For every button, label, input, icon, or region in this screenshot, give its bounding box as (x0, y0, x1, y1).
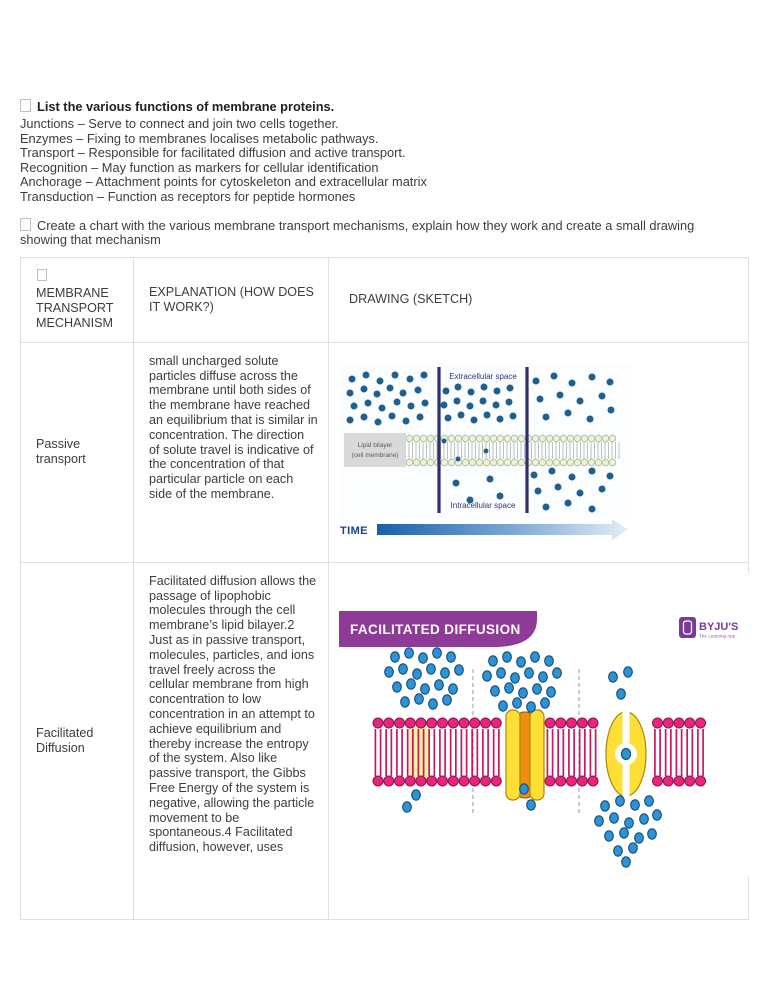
section1-heading (20, 99, 748, 114)
lipid-label-box (344, 433, 406, 467)
time-arrow-icon (377, 519, 628, 540)
extracellular-label: Extracellular space (449, 371, 517, 381)
facilitated-diffusion-diagram (335, 573, 749, 877)
header-drawing (329, 257, 749, 342)
header-explanation-label: EXPLANATION (HOW DOES IT WORK?) (149, 284, 314, 314)
transport-mechanisms-table (20, 257, 749, 920)
function-item: Junctions – Serve to connect and join two cells together. (20, 116, 339, 131)
explanation-cell: Facilitated diffusion allows the passage of lipophobic molecules through the cell membrane’s lipid bilayer.2 Just as in passive transport, molecules, particles, and ions travel freely across the cellular membrane from high concentration to low concentration in an attempt to achieve equilibrium and thereby increase the entropy of the system. Also like passive transport, the Gibbs Free Energy of the system is negative, allowing the particle movement to be spontaneous.4 Facilitated diffusion, however, uses (134, 562, 329, 919)
checkbox-icon (20, 99, 31, 112)
table-row-passive-transport (21, 342, 749, 562)
channel-pillar (530, 710, 544, 800)
checkbox-icon (20, 218, 31, 231)
intracellular-label: Intracellular space (450, 500, 516, 510)
carried-molecule (621, 748, 630, 759)
function-item: Enzymes – Fixing to membranes localises metabolic pathways. (20, 130, 379, 146)
drawing-cell-facilitated (329, 562, 749, 919)
function-item: Recognition – May function as markers for cellular identification (20, 159, 379, 175)
header-mechanism-label: MEMBRANE TRANSPORT MECHANISM (36, 286, 114, 330)
mechanism-cell: Facilitated Diffusion (21, 562, 134, 919)
brand-tagline: The Learning App (699, 633, 736, 639)
explanation-cell: small uncharged solute particles diffuse across the membrane until both sides of the membrane have reached an equilibrium that is similar in concentration. The direction of solute travel is indicative of the concentration of that particular particle on each side of the membrane. (134, 342, 329, 562)
table-header-row (21, 257, 749, 342)
header-drawing-label: DRAWING (SKETCH) (349, 292, 473, 307)
brand-name: BYJU'S (699, 620, 739, 633)
lipid-label-line2: (cell membrane) (351, 451, 399, 459)
passive-transport-diagram (340, 363, 632, 543)
table-row-facilitated-diffusion (21, 562, 749, 919)
header-mechanism (21, 257, 134, 342)
byjus-logo (679, 617, 738, 639)
header-explanation (134, 257, 329, 342)
function-item: Anchorage – Attachment points for cytoskeleton and extracellular matrix (20, 174, 427, 190)
byjus-logo-icon (679, 617, 696, 638)
section1-heading-label: List the various functions of membrane proteins. (37, 99, 335, 114)
time-label: TIME (340, 524, 368, 537)
section2-prompt-text: Create a chart with the various membrane transport mechanisms, explain how they work and create a small drawing showing that mechanism (20, 217, 695, 248)
drawing-cell-passive (329, 342, 749, 562)
figure-title: FACILITATED DIFFUSION (350, 621, 521, 637)
channel-pillar (506, 710, 520, 800)
mechanism-cell: Passive transport (21, 342, 134, 562)
function-item: Transduction – Function as receptors for peptide hormones (20, 188, 356, 204)
function-item: Transport – Responsible for facilitated diffusion and active transport. (20, 145, 406, 161)
lipid-label-line1: Lipid bilayer (357, 441, 393, 449)
section2-prompt (20, 218, 734, 248)
checkbox-icon (37, 269, 47, 281)
